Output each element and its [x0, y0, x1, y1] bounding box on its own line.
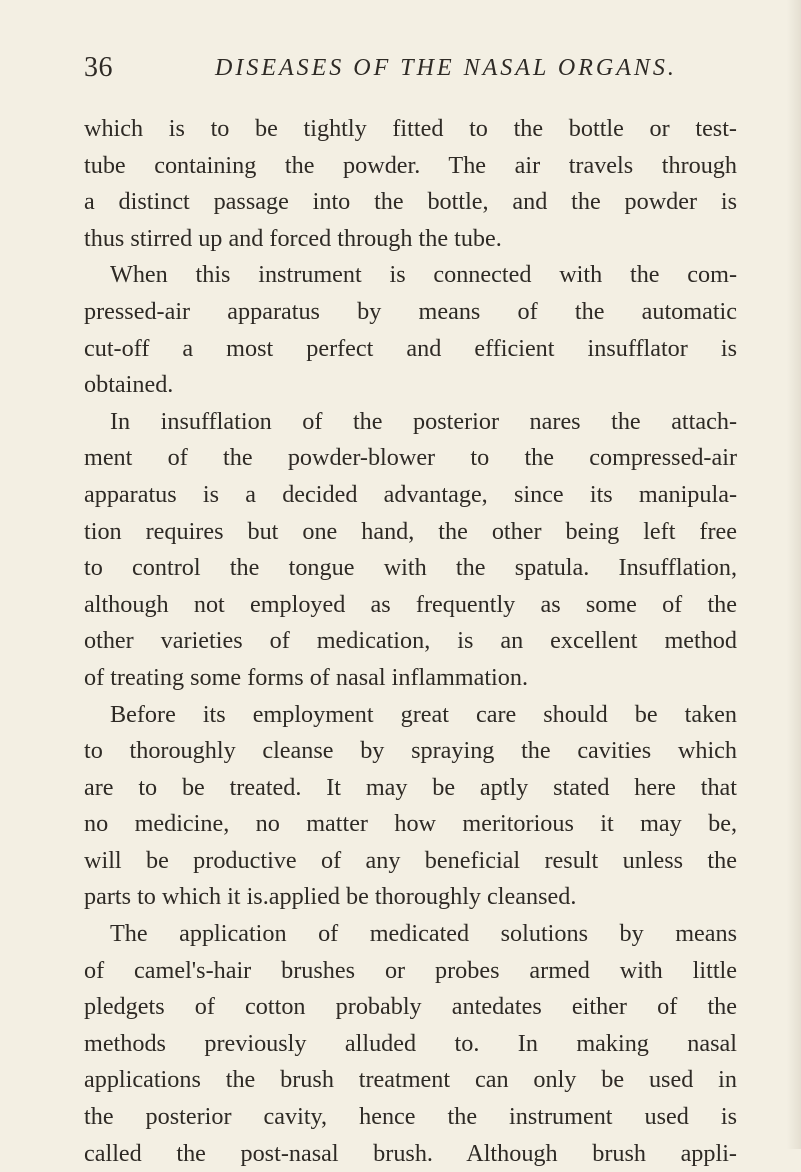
text-line: applications the brush treatment can only be used in: [84, 1066, 737, 1094]
text-line: apparatus is a decided advantage, since its manipula-: [84, 480, 737, 508]
text-line: pressed-air apparatus by means of the automatic: [84, 297, 737, 325]
text-line: of treating some forms of nasal inflammation.: [84, 663, 528, 691]
page-edge-shadow: [787, 0, 801, 1149]
text-line: the posterior cavity, hence the instrument used is: [84, 1103, 737, 1131]
text-line: ment of the powder-blower to the compressed-air: [84, 444, 737, 472]
text-line: will be productive of any beneficial result unless the: [84, 846, 737, 874]
text-line: tion requires but one hand, the other being left free: [84, 517, 737, 545]
text-line: pledgets of cotton probably antedates either of the: [84, 993, 737, 1021]
page-number: 36: [84, 52, 113, 83]
text-line: a distinct passage into the bottle, and the powder is: [84, 188, 737, 216]
text-line: The application of medicated solutions by means: [110, 920, 737, 948]
text-line: which is to be tightly fitted to the bottle or test-: [84, 115, 737, 142]
text-line: called the post-nasal brush. Although brush appli-: [84, 1139, 737, 1167]
running-head: DISEASES OF THE NASAL ORGANS.: [215, 55, 677, 81]
text-line: are to be treated. It may be aptly stated here that: [84, 773, 737, 801]
text-line: parts to which it is.applied be thoroughly cleansed.: [84, 883, 577, 911]
text-line: to control the tongue with the spatula. Insufflation,: [84, 554, 737, 582]
text-line: to thoroughly cleanse by spraying the cavities which: [84, 737, 737, 765]
page-header: [84, 50, 734, 86]
text-line: tube containing the powder. The air travels through: [84, 151, 737, 179]
text-line: no medicine, no matter how meritorious it may be,: [84, 810, 737, 838]
text-line: although not employed as frequently as some of the: [84, 590, 737, 618]
text-line: of camel's-hair brushes or probes armed with little: [84, 956, 737, 984]
text-line: cut-off a most perfect and efficient insufflator is: [84, 334, 737, 362]
text-line: thus stirred up and forced through the tube.: [84, 224, 502, 252]
text-line: other varieties of medication, is an excellent method: [84, 627, 737, 655]
body-text: [84, 111, 737, 1172]
text-line: methods previously alluded to. In making nasal: [84, 1029, 737, 1057]
text-line: When this instrument is connected with the com-: [110, 261, 737, 289]
text-line: obtained.: [84, 371, 174, 399]
text-line: In insufflation of the posterior nares the attach-: [110, 407, 737, 435]
text-line: Before its employment great care should be taken: [110, 700, 737, 728]
